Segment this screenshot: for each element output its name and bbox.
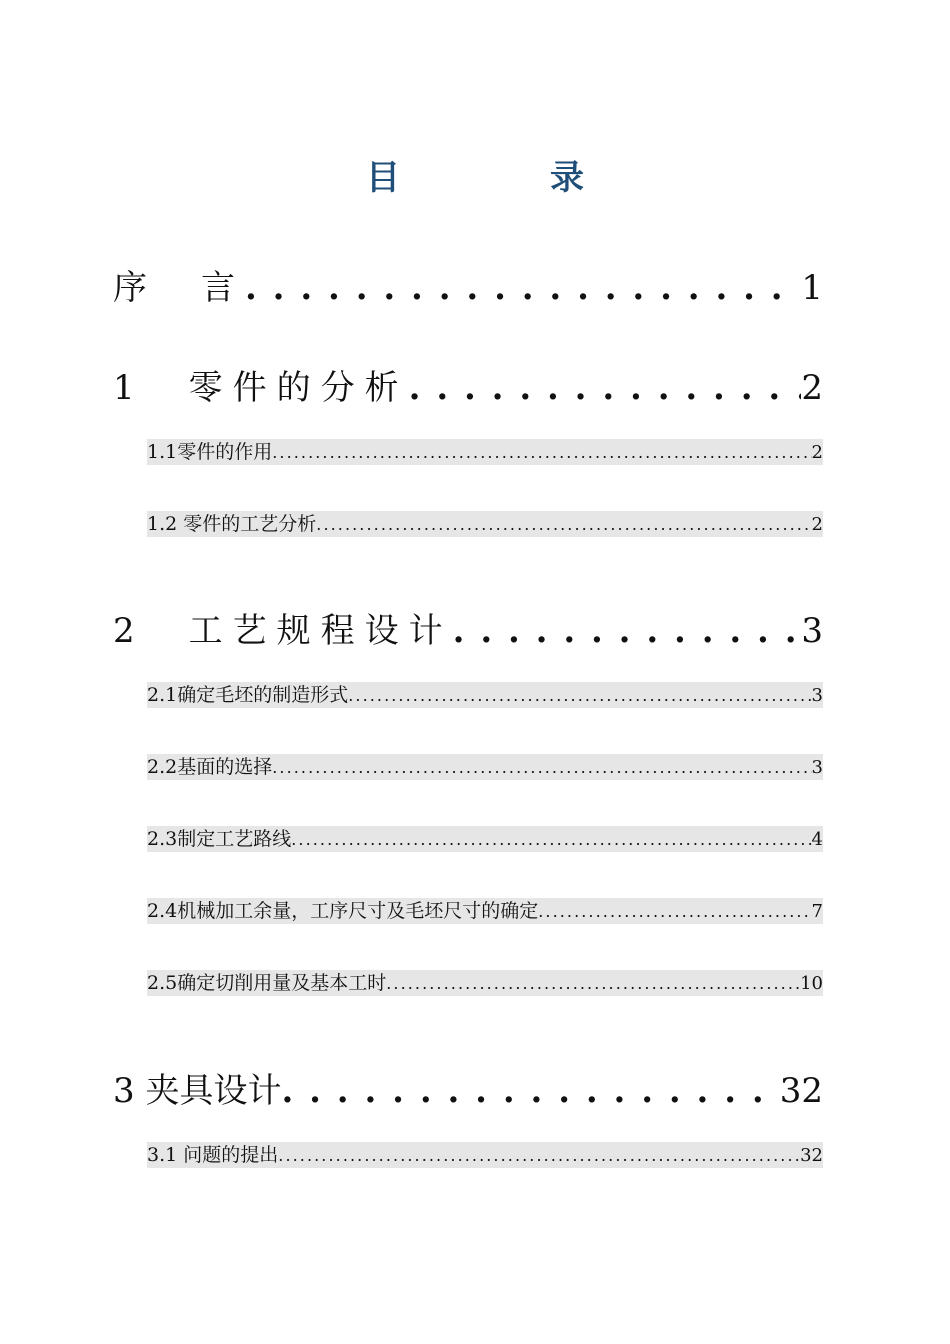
toc-leader-dots bbox=[538, 899, 811, 924]
toc-page-number: 2 bbox=[811, 442, 823, 463]
toc-page-number: 3 bbox=[811, 757, 823, 778]
toc-entry-label: 1.2 零件的工艺分析 bbox=[147, 513, 317, 535]
toc-entry-label: 1 零件的分析 bbox=[113, 368, 409, 406]
toc-leader-dots bbox=[291, 827, 811, 852]
toc-leader-dots bbox=[272, 440, 811, 465]
toc-entry-chapter-1[interactable] bbox=[113, 360, 823, 406]
toc-entry-3-1[interactable] bbox=[147, 1142, 823, 1168]
toc-page-number: 7 bbox=[811, 901, 823, 922]
toc-page-number: 32 bbox=[779, 1071, 823, 1109]
toc-page-number: 32 bbox=[800, 1145, 823, 1166]
toc-entry-2-5[interactable] bbox=[147, 970, 823, 996]
toc-leader-dots bbox=[453, 611, 802, 649]
toc-entry-label: 1.1零件的作用 bbox=[147, 441, 273, 463]
toc-entry-label: 3 夹具设计 bbox=[113, 1071, 282, 1109]
toc-entry-label: 序 言 bbox=[113, 268, 245, 306]
toc-entry-2-4[interactable] bbox=[147, 898, 823, 924]
toc-entry-2-3[interactable] bbox=[147, 826, 823, 852]
toc-entry-chapter-2[interactable] bbox=[113, 603, 823, 649]
toc-leader-dots bbox=[409, 368, 802, 406]
toc-entry-label: 2.1确定毛坯的制造形式 bbox=[147, 684, 349, 706]
toc-leader-dots bbox=[281, 1071, 779, 1109]
toc-page-number: 3 bbox=[801, 611, 823, 649]
toc-entry-label: 2.3制定工艺路线 bbox=[147, 828, 292, 850]
toc-leader-dots bbox=[316, 512, 811, 537]
toc-entry-label: 2.4机械加工余量，工序尺寸及毛坯尺寸的确定 bbox=[147, 900, 539, 922]
toc-leader-dots bbox=[348, 683, 811, 708]
toc-page-number: 3 bbox=[811, 685, 823, 706]
toc-page-number: 4 bbox=[811, 829, 823, 850]
toc-leader-dots bbox=[245, 268, 801, 306]
toc-entry-chapter-3[interactable] bbox=[113, 1063, 823, 1109]
toc-leader-dots bbox=[386, 971, 800, 996]
toc-page-number: 2 bbox=[811, 514, 823, 535]
toc-entry-label: 3.1 问题的提出 bbox=[147, 1144, 279, 1166]
toc-leader-dots bbox=[278, 1143, 800, 1168]
toc-leader-dots bbox=[272, 755, 811, 780]
toc-entry-1-1[interactable] bbox=[147, 439, 823, 465]
toc-entry-preface[interactable] bbox=[113, 260, 823, 306]
toc-entry-label: 2 工艺规程设计 bbox=[113, 611, 453, 649]
toc-page-number: 2 bbox=[801, 368, 823, 406]
toc-entry-2-2[interactable] bbox=[147, 754, 823, 780]
toc-entry-label: 2.5确定切削用量及基本工时 bbox=[147, 972, 387, 994]
toc-entry-1-2[interactable] bbox=[147, 511, 823, 537]
toc-title: 目 录 bbox=[366, 158, 642, 198]
toc-page-number: 1 bbox=[801, 268, 823, 306]
toc-page-number: 10 bbox=[800, 973, 823, 994]
toc-entry-label: 2.2基面的选择 bbox=[147, 756, 273, 778]
toc-entry-2-1[interactable] bbox=[147, 682, 823, 708]
